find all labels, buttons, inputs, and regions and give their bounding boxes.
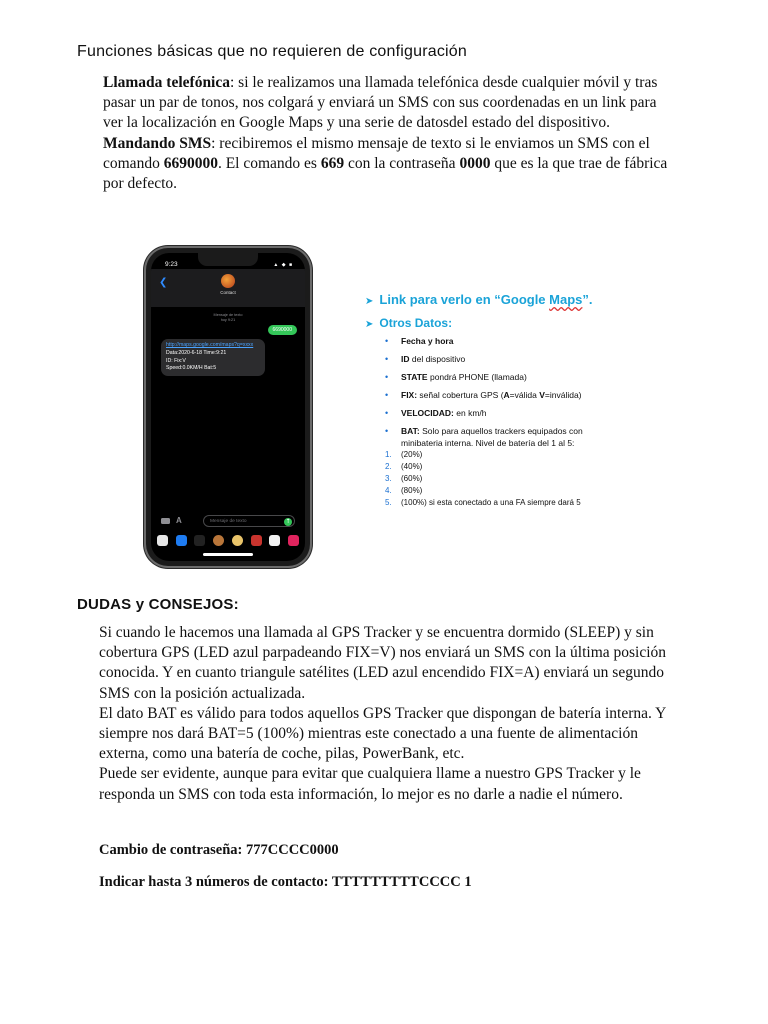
battery-level-item xyxy=(385,474,422,483)
list-item xyxy=(385,390,582,400)
sms-text: con la contraseña xyxy=(344,154,460,172)
phone-image xyxy=(146,248,310,566)
sms-password: 0000 xyxy=(459,154,491,172)
maps-link[interactable]: http://maps.google.com/maps?q=xxxx xyxy=(166,342,254,348)
list-item-label: Fecha y hora xyxy=(401,336,454,346)
apple-pay-app-icon[interactable] xyxy=(194,535,205,546)
bullet-dot-icon: • xyxy=(385,372,389,382)
call-text: : si le realizamos una llamada telefónica desde cualquier móvil y tras pasar un par de tonos, nos colgará y enviará un SMS con sus coordenadas en un link para ver la localización en Google Maps y una serie de datosdel estado del dispositivo. xyxy=(103,74,658,132)
battery-level-number: 1. xyxy=(385,450,392,459)
list-item-label: ID xyxy=(401,354,410,364)
list-item xyxy=(385,372,527,382)
search-images-app-icon[interactable] xyxy=(251,535,262,546)
basic-functions-text xyxy=(103,73,668,194)
doubts-paragraph: El dato BAT es válido para todos aquellos GPS Tracker que dispongan de batería interna. Y siempre nos dará BAT=5 (100%) mientras este conectado a una fuente de alimentación externa, como una batería de coche, pilas, PowerBank, etc. xyxy=(99,704,666,763)
status-icons: ▲ ◆ ■ xyxy=(273,262,293,268)
arrow-bullet-icon: ➤ xyxy=(365,319,374,330)
list-item xyxy=(385,408,487,418)
message-input-row xyxy=(151,515,305,529)
battery-level-number: 3. xyxy=(385,474,392,483)
app-store-app-icon[interactable] xyxy=(176,535,187,546)
maps-word: Maps xyxy=(549,292,583,307)
bullet-dot-icon: • xyxy=(385,354,389,364)
list-item xyxy=(385,426,583,436)
bullet-dot-icon: • xyxy=(385,390,389,400)
sms-command: 6690000 xyxy=(163,154,218,172)
received-line: Data:2020-6-18 Time:9:21 xyxy=(166,349,227,356)
list-item-text: =inválida) xyxy=(544,390,582,400)
list-item-label: STATE xyxy=(401,372,428,382)
digital-touch-app-icon[interactable] xyxy=(288,535,299,546)
list-item xyxy=(385,354,465,364)
call-paragraph xyxy=(103,73,668,134)
timestamp-line: Mensaje de texto xyxy=(213,313,243,317)
list-item-text: =válida xyxy=(509,390,540,400)
message-input[interactable] xyxy=(203,515,295,527)
received-line: ID: Fix:V xyxy=(166,357,186,364)
other-data-title xyxy=(365,316,452,330)
battery-level-text: (80%) xyxy=(401,486,423,495)
call-title: Llamada telefónica xyxy=(103,74,230,91)
list-item-continued xyxy=(401,438,574,448)
list-item-label: VELOCIDAD: xyxy=(401,408,454,418)
received-message-bubble xyxy=(161,339,265,376)
animoji-app-icon[interactable] xyxy=(232,535,243,546)
list-item-label: A xyxy=(503,390,510,400)
arrow-bullet-icon: ➤ xyxy=(365,296,374,307)
sms-paragraph xyxy=(103,134,668,195)
music-app-icon[interactable] xyxy=(269,535,280,546)
other-data-title-text: Otros Datos: xyxy=(379,316,453,330)
message-timestamp xyxy=(151,313,305,323)
list-item-text: minibateria interna. Nivel de batería del 1 al 5: xyxy=(401,438,575,448)
message-input-placeholder: Mensaje de texto xyxy=(210,518,247,524)
phone-notch xyxy=(198,253,258,266)
message-header xyxy=(151,269,305,307)
app-drawer xyxy=(157,533,299,547)
sms-command-short: 669 xyxy=(320,154,345,172)
battery-level-number: 2. xyxy=(385,462,392,471)
doubts-paragraph: Si cuando le hacemos una llamada al GPS Tracker y se encuentra dormido (SLEEP) y sin cobertura GPS (LED azul parpadeando FIX=V) nos enviará un SMS con la última posición conocida. Y en cuanto triangule satélites (LED azul encendido FIX=A) enviará un segundo SMS con la posición actualizada. xyxy=(99,624,667,702)
section-heading-basic-functions: Funciones básicas que no requieren de configuración xyxy=(77,43,468,60)
app-store-icon[interactable]: A xyxy=(176,516,182,525)
contact-name: Contact xyxy=(220,290,236,295)
list-item-label: BAT: xyxy=(401,426,420,436)
list-item xyxy=(385,336,453,346)
list-item-text: del dispositivo xyxy=(409,354,466,364)
bullet-dot-icon: • xyxy=(385,336,389,346)
sms-title: Mandando SMS xyxy=(103,134,212,152)
send-arrow-icon[interactable]: ↑ xyxy=(285,517,291,525)
phone-screen xyxy=(151,253,305,561)
battery-level-number: 4. xyxy=(385,486,392,495)
battery-level-item xyxy=(385,450,422,459)
photos-app-icon[interactable] xyxy=(157,535,168,546)
sms-text: . El comando es xyxy=(217,154,321,172)
home-indicator xyxy=(203,553,253,556)
password-change-command: Cambio de contraseña: 777CCCC0000 xyxy=(99,842,339,858)
battery-level-text: (100%) si esta conectado a una FA siempre dará 5 xyxy=(401,498,581,507)
list-item-text: Solo para aquellos trackers equipados con xyxy=(419,426,583,436)
timestamp-line: hoy 9:21 xyxy=(220,318,236,322)
list-item-text: en km/h xyxy=(453,408,487,418)
bullet-dot-icon: • xyxy=(385,426,389,436)
battery-level-text: (20%) xyxy=(401,450,423,459)
doubts-text xyxy=(99,623,673,805)
section-heading-doubts: DUDAS y CONSEJOS: xyxy=(77,596,239,613)
battery-level-text: (60%) xyxy=(401,474,423,483)
status-time: 9:23 xyxy=(165,261,178,268)
maps-link-title-text: Link para verlo en “Google xyxy=(379,292,550,307)
sms-text: que es la que trae de fábrica por defecto. xyxy=(103,154,668,193)
battery-level-number: 5. xyxy=(385,498,392,507)
battery-level-item xyxy=(385,462,422,471)
sms-text: : recibiremos el mismo mensaje de texto si le enviamos un SMS con el comando xyxy=(103,134,650,172)
battery-level-item xyxy=(385,486,422,495)
sent-message-bubble: 6690000 xyxy=(268,325,297,335)
contact-numbers-command: Indicar hasta 3 números de contacto: TTTTTTTTTCCCC 1 xyxy=(99,874,472,890)
battery-level-text: (40%) xyxy=(401,462,423,471)
list-item-text: pondrá PHONE (llamada) xyxy=(427,372,527,382)
battery-level-item xyxy=(385,498,581,507)
memoji-app-icon[interactable] xyxy=(213,535,224,546)
list-item-label: FIX: xyxy=(401,390,418,400)
bullet-dot-icon: • xyxy=(385,408,389,418)
contact-avatar[interactable] xyxy=(221,274,235,288)
maps-link-title xyxy=(365,292,593,307)
received-line: Speed:0.0KM/H Bat:5 xyxy=(166,365,217,372)
list-item-label: V xyxy=(539,390,545,400)
doubts-paragraph: Puede ser evidente, aunque para evitar que cualquiera llame a nuestro GPS Tracker y le responda un SMS con toda esta información, lo mejor es no darle a nadie el número. xyxy=(99,765,641,803)
list-item-text: señal cobertura GPS ( xyxy=(417,390,504,400)
back-arrow-icon[interactable]: ❮ xyxy=(159,277,168,288)
maps-link-title-text: ”. xyxy=(582,292,593,307)
camera-icon[interactable] xyxy=(161,518,170,524)
